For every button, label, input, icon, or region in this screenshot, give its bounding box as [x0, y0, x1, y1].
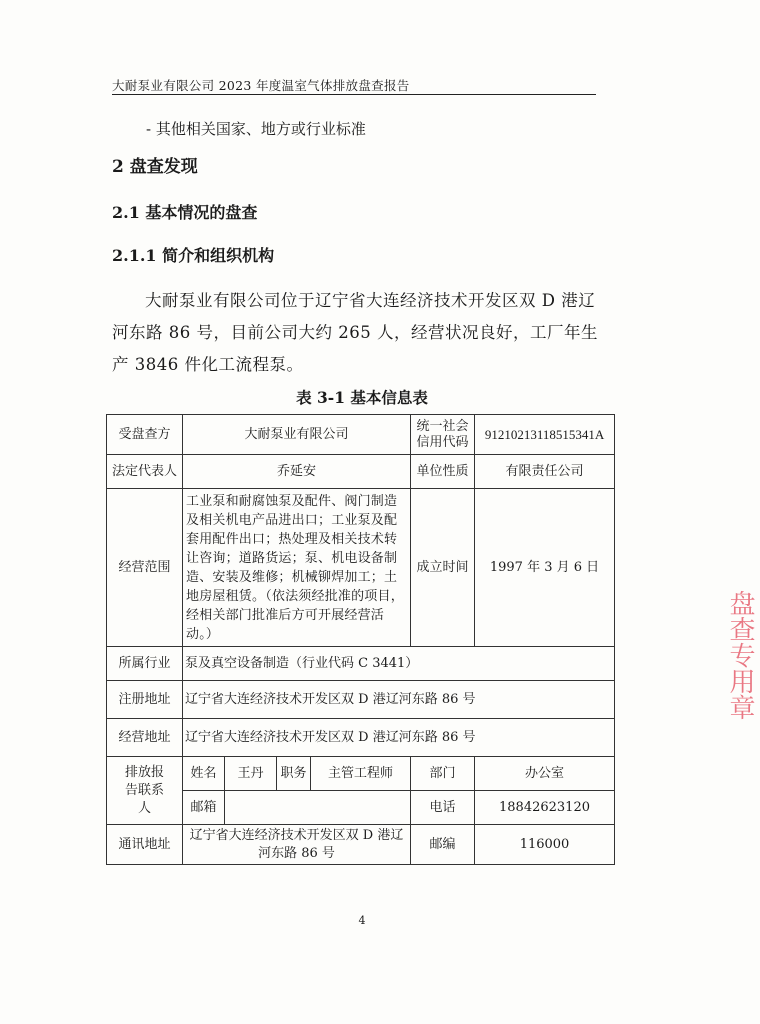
registered-address-value: 辽宁省大连经济技术开发区双 D 港辽河东路 86 号 — [183, 681, 615, 719]
mailing-address-value: 辽宁省大连经济技术开发区双 D 港辽河东路 86 号 — [183, 825, 411, 865]
industry-value: 泵及真空设备制造（行业代码 C 3441） — [183, 647, 615, 681]
contact-email-value — [225, 791, 411, 825]
auditee-label: 受盘查方 — [107, 415, 183, 455]
contact-email-label: 邮箱 — [183, 791, 225, 825]
founded-label: 成立时间 — [411, 489, 475, 647]
contact-post-value: 主管工程师 — [311, 757, 411, 791]
table-row — [107, 791, 615, 825]
table-row — [107, 681, 615, 719]
business-scope-value: 工业泵和耐腐蚀泵及配件、阀门制造及相关机电产品进出口；工业泵及配套用配件出口；热处理及相关技术转让咨询；道路货运；泵、机电设备制造、安装及维修；机械铆焊加工；土地房屋租赁。（依法须经批准的项目，经相关部门批准后方可开展经营活动。） — [183, 489, 411, 647]
founded-value: 1997 年 3 月 6 日 — [475, 489, 615, 647]
table-row — [107, 825, 615, 865]
table-row — [107, 719, 615, 757]
page-number: 4 — [358, 914, 366, 927]
credit-code-label: 统一社会信用代码 — [411, 415, 475, 455]
red-seal-stamp: 盘查专用章 — [725, 590, 755, 720]
entity-type-value: 有限责任公司 — [475, 455, 615, 489]
table-row — [107, 415, 615, 455]
intro-paragraph: 大耐泵业有限公司位于辽宁省大连经济技术开发区双 D 港辽河东路 86 号，目前公司大约 265 人，经营状况良好，工厂年生产 3846 件化工流程泵。 — [112, 291, 598, 374]
business-address-value: 辽宁省大连经济技术开发区双 D 港辽河东路 86 号 — [183, 719, 615, 757]
bullet-item: - 其他相关国家、地方或行业标准 — [146, 120, 366, 138]
contact-dept-label: 部门 — [411, 757, 475, 791]
legal-rep-value: 乔延安 — [183, 455, 411, 489]
running-header: 大耐泵业有限公司 2023 年度温室气体排放盘查报告 — [112, 78, 410, 93]
contact-label: 排放报告联系人 — [107, 757, 183, 825]
registered-address-label: 注册地址 — [107, 681, 183, 719]
business-scope-label: 经营范围 — [107, 489, 183, 647]
contact-post-label: 职务 — [277, 757, 311, 791]
subsubsection-heading: 2.1.1 简介和组织机构 — [112, 246, 275, 265]
entity-type-label: 单位性质 — [411, 455, 475, 489]
industry-label: 所属行业 — [107, 647, 183, 681]
contact-name-value: 王丹 — [225, 757, 277, 791]
legal-rep-label: 法定代表人 — [107, 455, 183, 489]
postcode-label: 邮编 — [411, 825, 475, 865]
section-heading: 2 盘查发现 — [112, 157, 198, 177]
table-row — [107, 489, 615, 647]
basic-info-table — [106, 414, 615, 865]
table-row — [107, 647, 615, 681]
contact-phone-value: 18842623120 — [475, 791, 615, 825]
table-row — [107, 455, 615, 489]
contact-phone-label: 电话 — [411, 791, 475, 825]
contact-name-label: 姓名 — [183, 757, 225, 791]
credit-code-value: 91210213118515341A — [475, 415, 615, 455]
postcode-value: 116000 — [475, 825, 615, 865]
table-row — [107, 757, 615, 791]
contact-dept-value: 办公室 — [475, 757, 615, 791]
mailing-address-label: 通讯地址 — [107, 825, 183, 865]
auditee-value: 大耐泵业有限公司 — [183, 415, 411, 455]
subsection-heading: 2.1 基本情况的盘查 — [112, 203, 258, 222]
header-rule — [112, 94, 596, 95]
table-title: 表 3-1 基本信息表 — [296, 388, 428, 407]
business-address-label: 经营地址 — [107, 719, 183, 757]
